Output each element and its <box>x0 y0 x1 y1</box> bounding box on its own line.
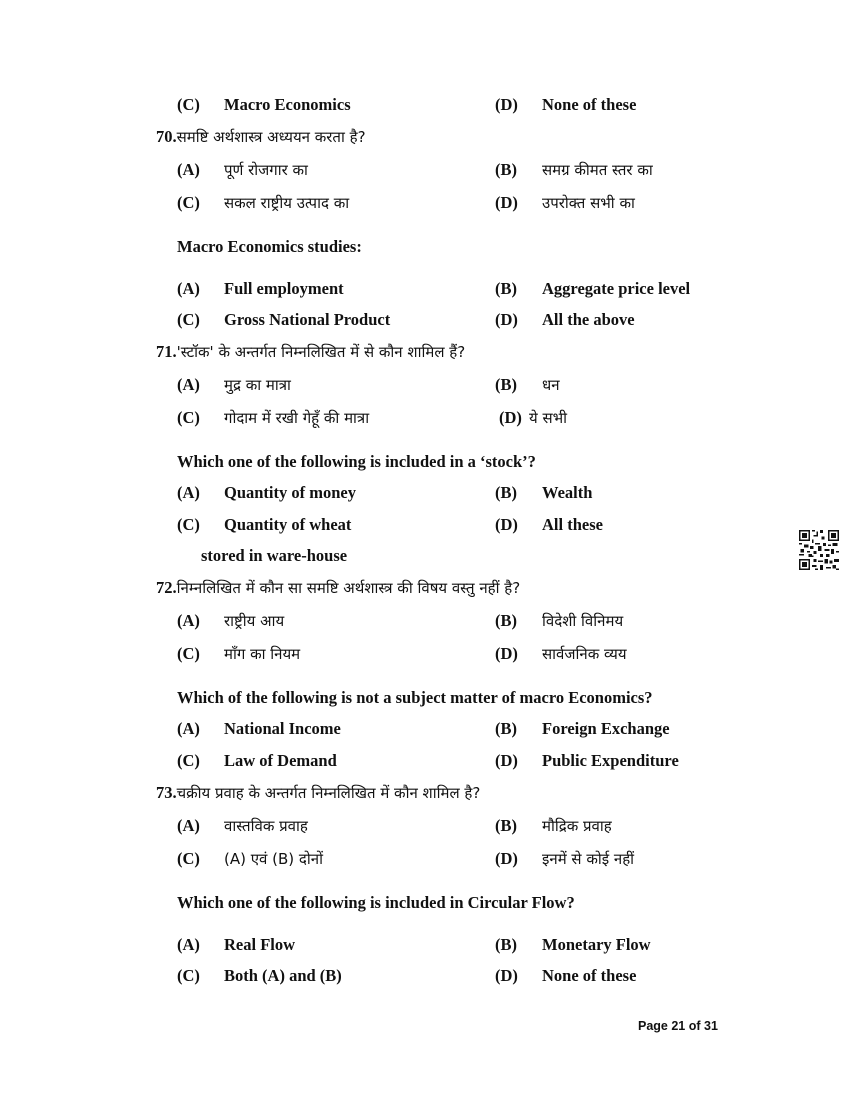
question-number: 70. <box>156 127 177 146</box>
option-label: (A) <box>177 483 200 502</box>
option-text: Gross National Product <box>224 310 391 329</box>
option-label: (B) <box>495 611 517 630</box>
option-text: Quantity of money <box>224 483 356 502</box>
question-73-hindi <box>156 783 480 803</box>
option-label: (B) <box>495 719 517 738</box>
question-70-english: Macro Economics studies: <box>177 237 362 256</box>
option-text-hindi: धन <box>542 376 560 394</box>
option-text-hindi: पूर्ण रोजगार का <box>224 161 308 179</box>
option-label: (A) <box>177 935 200 954</box>
option-text: All these <box>542 515 603 534</box>
option-text-hindi: (A) एवं (B) दोनों <box>224 850 323 868</box>
option-label: (C) <box>177 644 200 663</box>
option-text: Wealth <box>542 483 593 502</box>
option-label: (B) <box>495 279 517 298</box>
option-text-hindi: राष्ट्रीय आय <box>224 612 285 630</box>
option-label: (D) <box>495 515 518 534</box>
option-text-hindi: ये सभी <box>529 409 568 427</box>
question-number: 73. <box>156 783 177 802</box>
option-text-hindi: समग्र कीमत स्तर का <box>542 161 653 179</box>
option-text: None of these <box>542 966 637 985</box>
option-text: Aggregate price level <box>542 279 691 298</box>
question-number: 71. <box>156 342 177 361</box>
option-label: (A) <box>177 611 200 630</box>
option-text: Full employment <box>224 279 344 298</box>
option-label: (C) <box>177 849 200 868</box>
option-text: Law of Demand <box>224 751 337 770</box>
option-label: (B) <box>495 483 517 502</box>
option-text-hindi: उपरोक्त सभी का <box>542 194 635 212</box>
question-72-hindi <box>156 578 520 598</box>
option-label: (B) <box>495 160 517 179</box>
question-72-english: Which of the following is not a subject matter of macro Economics? <box>177 688 653 707</box>
option-label: (C) <box>177 515 200 534</box>
option-label: (D) <box>495 644 518 663</box>
option-label: (B) <box>495 375 517 394</box>
question-text-hindi: निम्नलिखित में कौन सा समष्टि अर्थशास्त्र की विषय वस्तु नहीं है? <box>176 579 521 597</box>
qr-code-icon <box>799 530 839 570</box>
question-70-hindi <box>156 127 366 147</box>
option-text-hindi: विदेशी विनिमय <box>542 612 624 630</box>
option-label: (D) <box>499 408 522 427</box>
option-label: (C) <box>177 751 200 770</box>
option-text-hindi: मुद्र का मात्रा <box>224 376 291 394</box>
option-text: Quantity of wheat <box>224 515 352 534</box>
option-text-hindi: सार्वजनिक व्यय <box>542 645 627 663</box>
option-label: (D) <box>495 310 518 329</box>
option-label: (A) <box>177 816 200 835</box>
option-text: All the above <box>542 310 635 329</box>
option-text-hindi: गोदाम में रखी गेहूँ की मात्रा <box>224 409 370 427</box>
question-text-hindi: समष्टि अर्थशास्त्र अध्ययन करता है? <box>176 128 366 146</box>
option-text-hindi: माँग का नियम <box>224 645 301 663</box>
option-label: (C) <box>177 193 200 212</box>
option-label: (C) <box>177 408 200 427</box>
option-text-hindi: वास्तविक प्रवाह <box>224 817 308 835</box>
option-label: (A) <box>177 160 200 179</box>
question-number: 72. <box>156 578 177 597</box>
question-73-english: Which one of the following is included in Circular Flow? <box>177 893 575 912</box>
option-label: (B) <box>495 816 517 835</box>
option-text-hindi: सकल राष्ट्रीय उत्पाद का <box>224 194 350 212</box>
option-label: (C) <box>177 310 200 329</box>
option-text-hindi: मौद्रिक प्रवाह <box>542 817 612 835</box>
option-text-hindi: इनमें से कोई नहीं <box>542 850 635 868</box>
option-label: (A) <box>177 375 200 394</box>
option-label: (C) <box>177 966 200 985</box>
question-text-hindi: 'स्टॉक' के अन्तर्गत निम्नलिखित में से कौन शामिल हैं? <box>176 343 466 361</box>
option-text: Macro Economics <box>224 95 351 114</box>
option-text-continued: stored in ware-house <box>201 546 348 565</box>
question-71-hindi <box>156 342 465 362</box>
option-text: None of these <box>542 95 637 114</box>
page-number: Page 21 of 31 <box>638 1019 718 1033</box>
option-label: (D) <box>495 193 518 212</box>
option-label: (B) <box>495 935 517 954</box>
option-text: Monetary Flow <box>542 935 651 954</box>
option-label: (D) <box>495 849 518 868</box>
option-label: (D) <box>495 751 518 770</box>
option-text: National Income <box>224 719 341 738</box>
option-label: (D) <box>495 95 518 114</box>
option-label: (A) <box>177 279 200 298</box>
question-text-hindi: चक्रीय प्रवाह के अन्तर्गत निम्नलिखित में कौन शामिल है? <box>176 784 481 802</box>
question-71-english: Which one of the following is included in a ‘stock’? <box>177 452 536 471</box>
option-label: (C) <box>177 95 200 114</box>
option-label: (A) <box>177 719 200 738</box>
option-text: Real Flow <box>224 935 296 954</box>
option-text: Both (A) and (B) <box>224 966 342 985</box>
option-text: Foreign Exchange <box>542 719 670 738</box>
option-text: Public Expenditure <box>542 751 679 770</box>
option-label: (D) <box>495 966 518 985</box>
